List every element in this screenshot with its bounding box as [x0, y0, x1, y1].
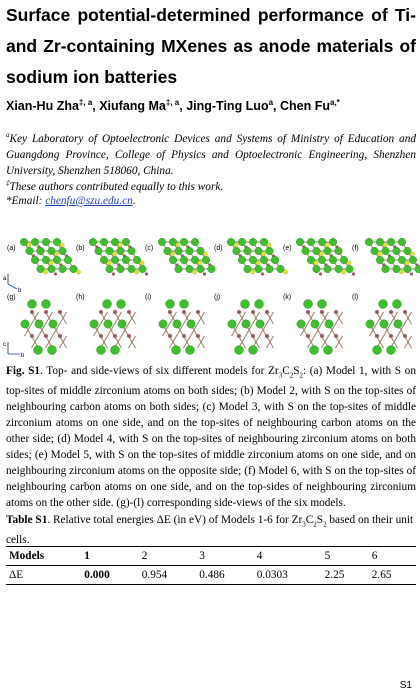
zr-atom [238, 238, 246, 246]
zr-atom [398, 256, 406, 264]
zr-atom [324, 247, 332, 255]
c-atom [99, 334, 103, 338]
c-atom [30, 310, 34, 314]
zr-atom [404, 247, 412, 255]
s-atom [256, 261, 260, 265]
table-caption: Table S1. Relative total energies ΔE (in eV) of Models 1-6 for $Zr_3C_2S_2$ based on their unit cells. [6, 514, 414, 547]
zr-atom [187, 320, 195, 328]
zr-atom [37, 247, 45, 255]
zr-atom [89, 238, 97, 246]
zr-atom [393, 265, 401, 273]
c-atom [168, 310, 172, 314]
zr-atom [376, 256, 384, 264]
s-atom [118, 243, 122, 247]
zr-atom [191, 256, 199, 264]
s-atom [250, 270, 254, 274]
s-atom [410, 252, 414, 256]
zr-atom [128, 247, 136, 255]
panel-label: (h) [76, 294, 85, 301]
zr-atom [244, 265, 252, 273]
zr-atom [100, 256, 108, 264]
author: Xian-Hu Zha$^{\ddagger, a}$, [6, 98, 100, 114]
zr-atom [366, 320, 374, 328]
zr-atom [249, 346, 258, 355]
c-atom [334, 310, 338, 314]
zr-atom [202, 256, 210, 264]
zr-atom [379, 300, 388, 309]
c-atom [58, 334, 62, 338]
table-header-cell: 4 [254, 547, 322, 566]
c-atom [334, 334, 338, 338]
author: Xiufang $Ma^{\ddagger, a}$, [99, 98, 187, 114]
zr-atom [106, 247, 114, 255]
zr-atom [100, 238, 108, 246]
s-atom [341, 270, 345, 274]
zr-atom [64, 256, 72, 264]
table-cell: 0.486 [196, 566, 253, 585]
zr-atom [307, 238, 315, 246]
table-row-label: ΔE [6, 566, 81, 585]
c-atom [145, 272, 148, 275]
c-atom [54, 272, 57, 275]
zr-atom [139, 265, 147, 273]
zr-atom [235, 346, 244, 355]
zr-atom [313, 247, 321, 255]
axis-label: b [21, 353, 25, 359]
s-atom [261, 252, 265, 256]
s-atom [347, 261, 351, 265]
panel-label: (c) [145, 245, 154, 252]
s-atom [43, 270, 47, 274]
table-header-cell: 6 [369, 547, 416, 566]
zr-atom [335, 265, 343, 273]
zr-atom [277, 265, 285, 273]
zr-atom [296, 238, 304, 246]
s-atom [203, 252, 207, 256]
zr-atom [311, 320, 319, 328]
c-atom [375, 334, 379, 338]
zr-atom [111, 346, 120, 355]
s-atom [140, 261, 144, 265]
zr-atom [122, 256, 130, 264]
zr-atom [111, 256, 119, 264]
zr-atom [186, 265, 194, 273]
zr-atom [329, 256, 337, 264]
table-row [6, 566, 416, 585]
zr-atom [208, 265, 216, 273]
author: Jing-Ting Luo$^a$, [186, 98, 280, 114]
s-atom [267, 243, 271, 247]
panel-label: (g) [7, 294, 16, 301]
zr-atom [313, 265, 321, 273]
zr-atom [97, 346, 106, 355]
zr-atom [90, 320, 98, 328]
zr-atom [318, 256, 326, 264]
zr-atom [117, 265, 125, 273]
zr-atom [228, 320, 236, 328]
table-cell: 2.65 [369, 566, 416, 585]
s-atom [49, 261, 53, 265]
zr-atom [318, 238, 326, 246]
zr-atom [380, 320, 388, 328]
panel-label: (e) [283, 245, 292, 252]
zr-atom [324, 346, 333, 355]
zr-atom [249, 238, 257, 246]
zr-atom [394, 320, 402, 328]
c-atom [389, 310, 393, 314]
zr-atom [53, 238, 61, 246]
c-atom [410, 272, 413, 275]
zr-atom [180, 300, 189, 309]
zr-atom [118, 320, 126, 328]
zr-atom [266, 247, 274, 255]
c-atom [265, 310, 269, 314]
zr-atom [133, 256, 141, 264]
c-atom [319, 272, 322, 275]
panel-label: (d) [214, 245, 223, 252]
table-cell: 0.0303 [254, 566, 322, 585]
equal-contribution-note: ‡These authors contributed equally to this work. [6, 179, 224, 193]
c-atom [237, 310, 241, 314]
zr-atom [106, 265, 114, 273]
zr-atom [415, 265, 420, 273]
zr-atom [255, 247, 263, 255]
zr-atom [42, 300, 51, 309]
table-header-cell: 2 [139, 547, 196, 566]
zr-atom [244, 247, 252, 255]
c-atom [44, 310, 48, 314]
zr-atom [382, 247, 390, 255]
zr-atom [166, 300, 175, 309]
zr-atom [48, 247, 56, 255]
c-atom [203, 272, 206, 275]
zr-atom [31, 238, 39, 246]
zr-atom [382, 265, 390, 273]
zr-atom [111, 238, 119, 246]
c-atom [30, 334, 34, 338]
zr-atom [373, 346, 382, 355]
table-header-row [6, 547, 416, 566]
zr-atom [158, 238, 166, 246]
panel-label: (k) [283, 294, 292, 301]
zr-atom [266, 265, 274, 273]
table-cell: 2.25 [322, 566, 369, 585]
zr-atom [48, 265, 56, 273]
zr-atom [324, 265, 332, 273]
zr-atom [117, 247, 125, 255]
c-atom [320, 334, 324, 338]
zr-atom [37, 265, 45, 273]
zr-atom [365, 238, 373, 246]
zr-atom [335, 247, 343, 255]
zr-atom [128, 265, 136, 273]
table-header-cell: 1 [81, 547, 138, 566]
zr-atom [34, 346, 43, 355]
c-atom [389, 334, 393, 338]
c-atom [127, 310, 131, 314]
zr-atom [197, 247, 205, 255]
zr-atom [42, 238, 50, 246]
figure-caption: Fig. S1. Top- and side-views of six different models for $Zr_3C_2S_2$: (a) Model 1, with S on top-sites of middle zirconium atoms on both sides; (b) Model 2, with S on the top-sites of neighbouring carbon atoms on both sides; (c) Model 3, with S on the top-sites of middle zirconium atoms on one side, and on the top-sites of neighbouring carbon atoms on the other side; (d) Model 4, with S on the top-sites of neighbouring zirconium atoms on both sides; (e) Model 5, with S on the top-sites of middle zirconium atoms on one side, and on neighbouring zirconium atoms on the opposite side; (f) Model 6, with S on the top-sites of neighbouring carbon atoms on one side, and on the top-sides of neighbouring zirconium atoms on the other side. (g)-(l) corresponding side-views of the six models. [6, 365, 416, 510]
s-atom [319, 252, 323, 256]
c-atom [196, 334, 200, 338]
paper-title: Surface potential-determined performance of Ti- and Zr-containing MXenes as anode materials of sodium ion batteries [6, 5, 416, 87]
panel-label: (b) [76, 245, 85, 252]
c-atom [182, 310, 186, 314]
zr-atom [42, 256, 50, 264]
s-atom [314, 261, 318, 265]
zr-atom [371, 247, 379, 255]
zr-atom [393, 247, 401, 255]
zr-atom [53, 256, 61, 264]
table-cell: 0.954 [139, 566, 196, 585]
c-atom [375, 310, 379, 314]
zr-atom [49, 320, 57, 328]
zr-atom [387, 346, 396, 355]
energy-table [6, 546, 416, 585]
c-atom [113, 310, 117, 314]
table-header-cell: Models [6, 547, 81, 566]
s-atom [192, 270, 196, 274]
c-atom [320, 310, 324, 314]
zr-atom [346, 265, 354, 273]
zr-atom [169, 256, 177, 264]
zr-atom [398, 238, 406, 246]
zr-atom [21, 320, 29, 328]
zr-atom [186, 247, 194, 255]
zr-atom [255, 265, 263, 273]
zr-atom [186, 346, 195, 355]
s-atom [405, 261, 409, 265]
zr-atom [387, 256, 395, 264]
c-atom [168, 334, 172, 338]
c-atom [58, 310, 62, 314]
zr-atom [238, 256, 246, 264]
c-atom [99, 310, 103, 314]
c-atom [261, 272, 264, 275]
structure-figure [0, 236, 420, 364]
zr-atom [304, 300, 313, 309]
zr-atom [227, 238, 235, 246]
zr-atom [159, 320, 167, 328]
c-atom [403, 310, 407, 314]
zr-atom [260, 256, 268, 264]
email-line: *Email: chenfu@szu.edu.cn. [6, 195, 136, 207]
s-atom [112, 252, 116, 256]
c-atom [251, 334, 255, 338]
zr-atom [325, 320, 333, 328]
zr-atom [271, 256, 279, 264]
zr-atom [59, 265, 67, 273]
zr-atom [175, 265, 183, 273]
s-atom [283, 270, 287, 274]
zr-atom [31, 256, 39, 264]
s-atom [60, 243, 64, 247]
page-number: S1 [399, 680, 412, 691]
zr-atom [180, 238, 188, 246]
s-atom [134, 270, 138, 274]
zr-atom [318, 300, 327, 309]
zr-atom [169, 238, 177, 246]
zr-atom [48, 346, 57, 355]
c-atom [352, 272, 355, 275]
s-atom [325, 243, 329, 247]
axis-label: b [18, 288, 22, 294]
zr-atom [95, 247, 103, 255]
zr-atom [302, 247, 310, 255]
c-atom [44, 334, 48, 338]
c-atom [265, 334, 269, 338]
zr-atom [59, 247, 67, 255]
table-header-cell: 3 [196, 547, 253, 566]
panel-label: (a) [7, 245, 16, 252]
zr-atom [404, 265, 412, 273]
email-link[interactable]: chenfu@szu.edu.cn [45, 195, 133, 207]
zr-atom [260, 238, 268, 246]
panel-label: (i) [145, 294, 152, 301]
s-atom [76, 270, 80, 274]
zr-atom [35, 320, 43, 328]
c-atom [306, 310, 310, 314]
panel-label: (l) [352, 294, 359, 301]
zr-atom [26, 247, 34, 255]
zr-atom [255, 300, 264, 309]
zr-atom [387, 238, 395, 246]
zr-atom [28, 300, 37, 309]
zr-atom [103, 300, 112, 309]
zr-atom [233, 247, 241, 255]
zr-atom [409, 256, 417, 264]
c-atom [403, 334, 407, 338]
zr-atom [172, 346, 181, 355]
zr-atom [340, 256, 348, 264]
zr-atom [307, 256, 315, 264]
zr-atom [122, 238, 130, 246]
zr-atom [241, 300, 250, 309]
c-atom [182, 334, 186, 338]
zr-atom [20, 238, 28, 246]
author: Chen $Fu^{a,*}$ [280, 98, 340, 114]
c-atom [237, 334, 241, 338]
zr-atom [175, 247, 183, 255]
panel-label: (j) [214, 294, 221, 301]
zr-atom [329, 238, 337, 246]
zr-atom [164, 247, 172, 255]
zr-atom [173, 320, 181, 328]
s-atom [234, 243, 238, 247]
zr-atom [242, 320, 250, 328]
table-cell: 0.000 [81, 566, 138, 585]
zr-atom [104, 320, 112, 328]
zr-atom [197, 265, 205, 273]
axis-line [8, 284, 17, 289]
table-header-cell: 5 [322, 547, 369, 566]
c-atom [196, 310, 200, 314]
s-atom [383, 243, 387, 247]
zr-atom [297, 320, 305, 328]
zr-atom [180, 256, 188, 264]
s-atom [176, 243, 180, 247]
s-atom [399, 270, 403, 274]
c-atom [127, 334, 131, 338]
c-atom [306, 334, 310, 338]
axis-label: c [3, 342, 6, 348]
s-atom [170, 252, 174, 256]
panel-label: (f) [352, 245, 359, 252]
s-atom [27, 243, 31, 247]
affiliation: $^a$Key Laboratory of Optoelectronic Devices and Systems of Ministry of Education and Guangdong Province, College of Physics and Optoelectronic Engineering, Shenzhen University, Shenzhen 518060, China. [6, 131, 416, 177]
c-atom [251, 310, 255, 314]
zr-atom [70, 265, 78, 273]
zr-atom [117, 300, 126, 309]
zr-atom [310, 346, 319, 355]
s-atom [198, 261, 202, 265]
zr-atom [256, 320, 264, 328]
s-atom [54, 252, 58, 256]
c-atom [113, 334, 117, 338]
zr-atom [393, 300, 402, 309]
s-atom [377, 252, 381, 256]
c-atom [112, 272, 115, 275]
zr-atom [376, 238, 384, 246]
axis-label: a [3, 276, 7, 282]
author-list [6, 98, 416, 113]
zr-atom [191, 238, 199, 246]
zr-atom [249, 256, 257, 264]
s-atom [107, 261, 111, 265]
